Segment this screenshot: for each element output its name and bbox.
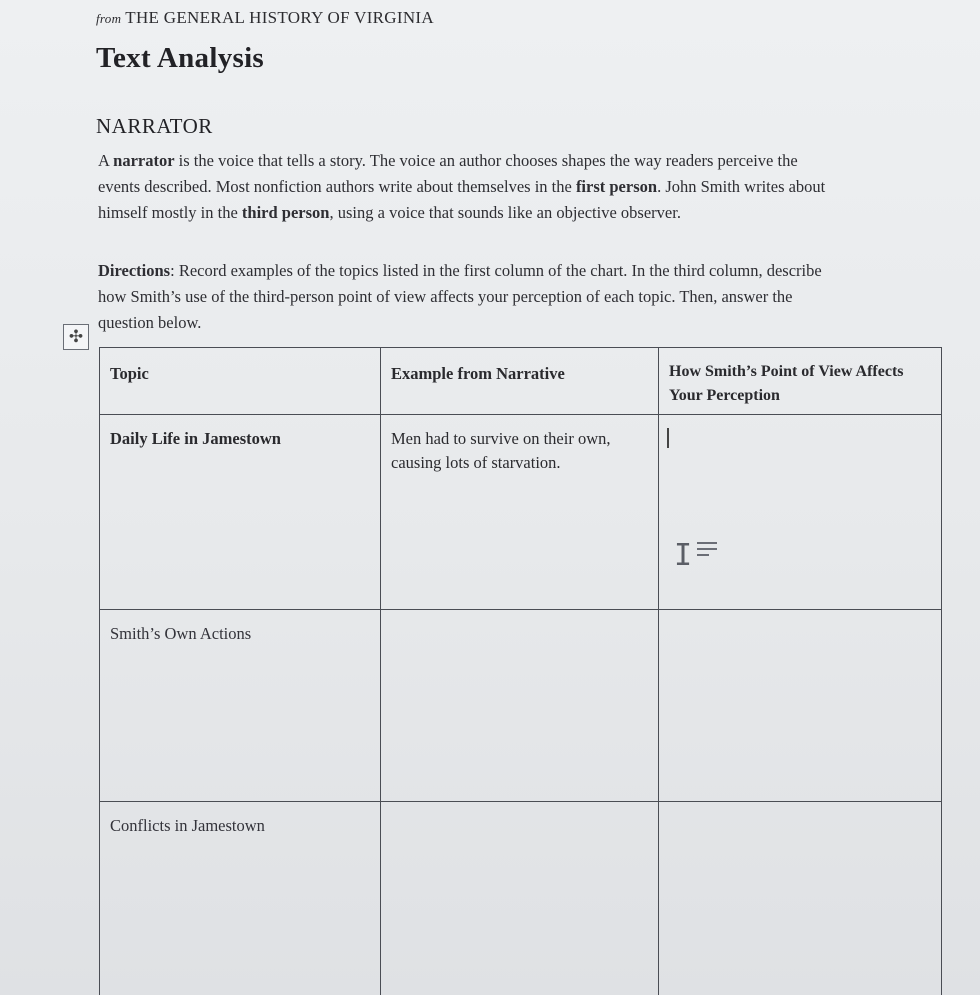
example-cell[interactable] (381, 802, 659, 995)
example-cell[interactable]: Men had to survive on their own, causing lots of starvation. (381, 415, 659, 610)
header-perception: How Smith’s Point of View Affects Your Perception (659, 348, 942, 415)
perception-cell[interactable] (659, 415, 942, 610)
narrator-paragraph (98, 148, 828, 226)
table-row (100, 802, 942, 995)
paragraph-text: A (98, 151, 114, 170)
paragraph-text: is the voice that tells a story. The voice an author chooses shapes the way readers perceive the events described. Most nonfiction authors write about themselves in the (98, 151, 798, 196)
move-arrows-icon[interactable]: ✣ (63, 324, 89, 350)
section-heading: NARRATOR (96, 114, 213, 138)
analysis-chart (99, 347, 942, 995)
from-word: from (96, 11, 122, 26)
perception-cell[interactable] (659, 802, 942, 995)
source-line (96, 8, 434, 28)
table-header-row (100, 348, 942, 415)
table-row (100, 610, 942, 802)
perception-cell[interactable] (659, 610, 942, 802)
text-caret (667, 428, 669, 448)
directions-label: Directions (98, 261, 171, 280)
topic-cell[interactable]: Daily Life in Jamestown (100, 415, 381, 610)
paragraph-text: , using a voice that sounds like an objective observer. (329, 203, 681, 222)
term-narrator: narrator (113, 151, 175, 170)
header-topic: Topic (100, 348, 381, 415)
directions-paragraph (98, 258, 828, 336)
page-title: Text Analysis (96, 42, 265, 74)
header-example: Example from Narrative (381, 348, 659, 415)
paragraph-text: . John Smith writes about himself mostly in the (98, 177, 826, 222)
term-first-person: first person (575, 177, 658, 196)
table-row (100, 415, 942, 610)
example-cell[interactable] (381, 610, 659, 802)
term-third-person: third person (241, 203, 330, 222)
topic-cell[interactable]: Conflicts in Jamestown (100, 802, 381, 995)
text-align-icon (697, 542, 717, 560)
topic-cell[interactable]: Smith’s Own Actions (100, 610, 381, 802)
ibeam-cursor-icon: I (674, 538, 693, 573)
directions-text: : Record examples of the topics listed in the first column of the chart. In the third column, describe how Smith’s use of the third-person point of view affects your perception of each topic. Then, answer the question below. (98, 261, 822, 332)
source-title: THE GENERAL HISTORY OF VIRGINIA (125, 8, 434, 27)
